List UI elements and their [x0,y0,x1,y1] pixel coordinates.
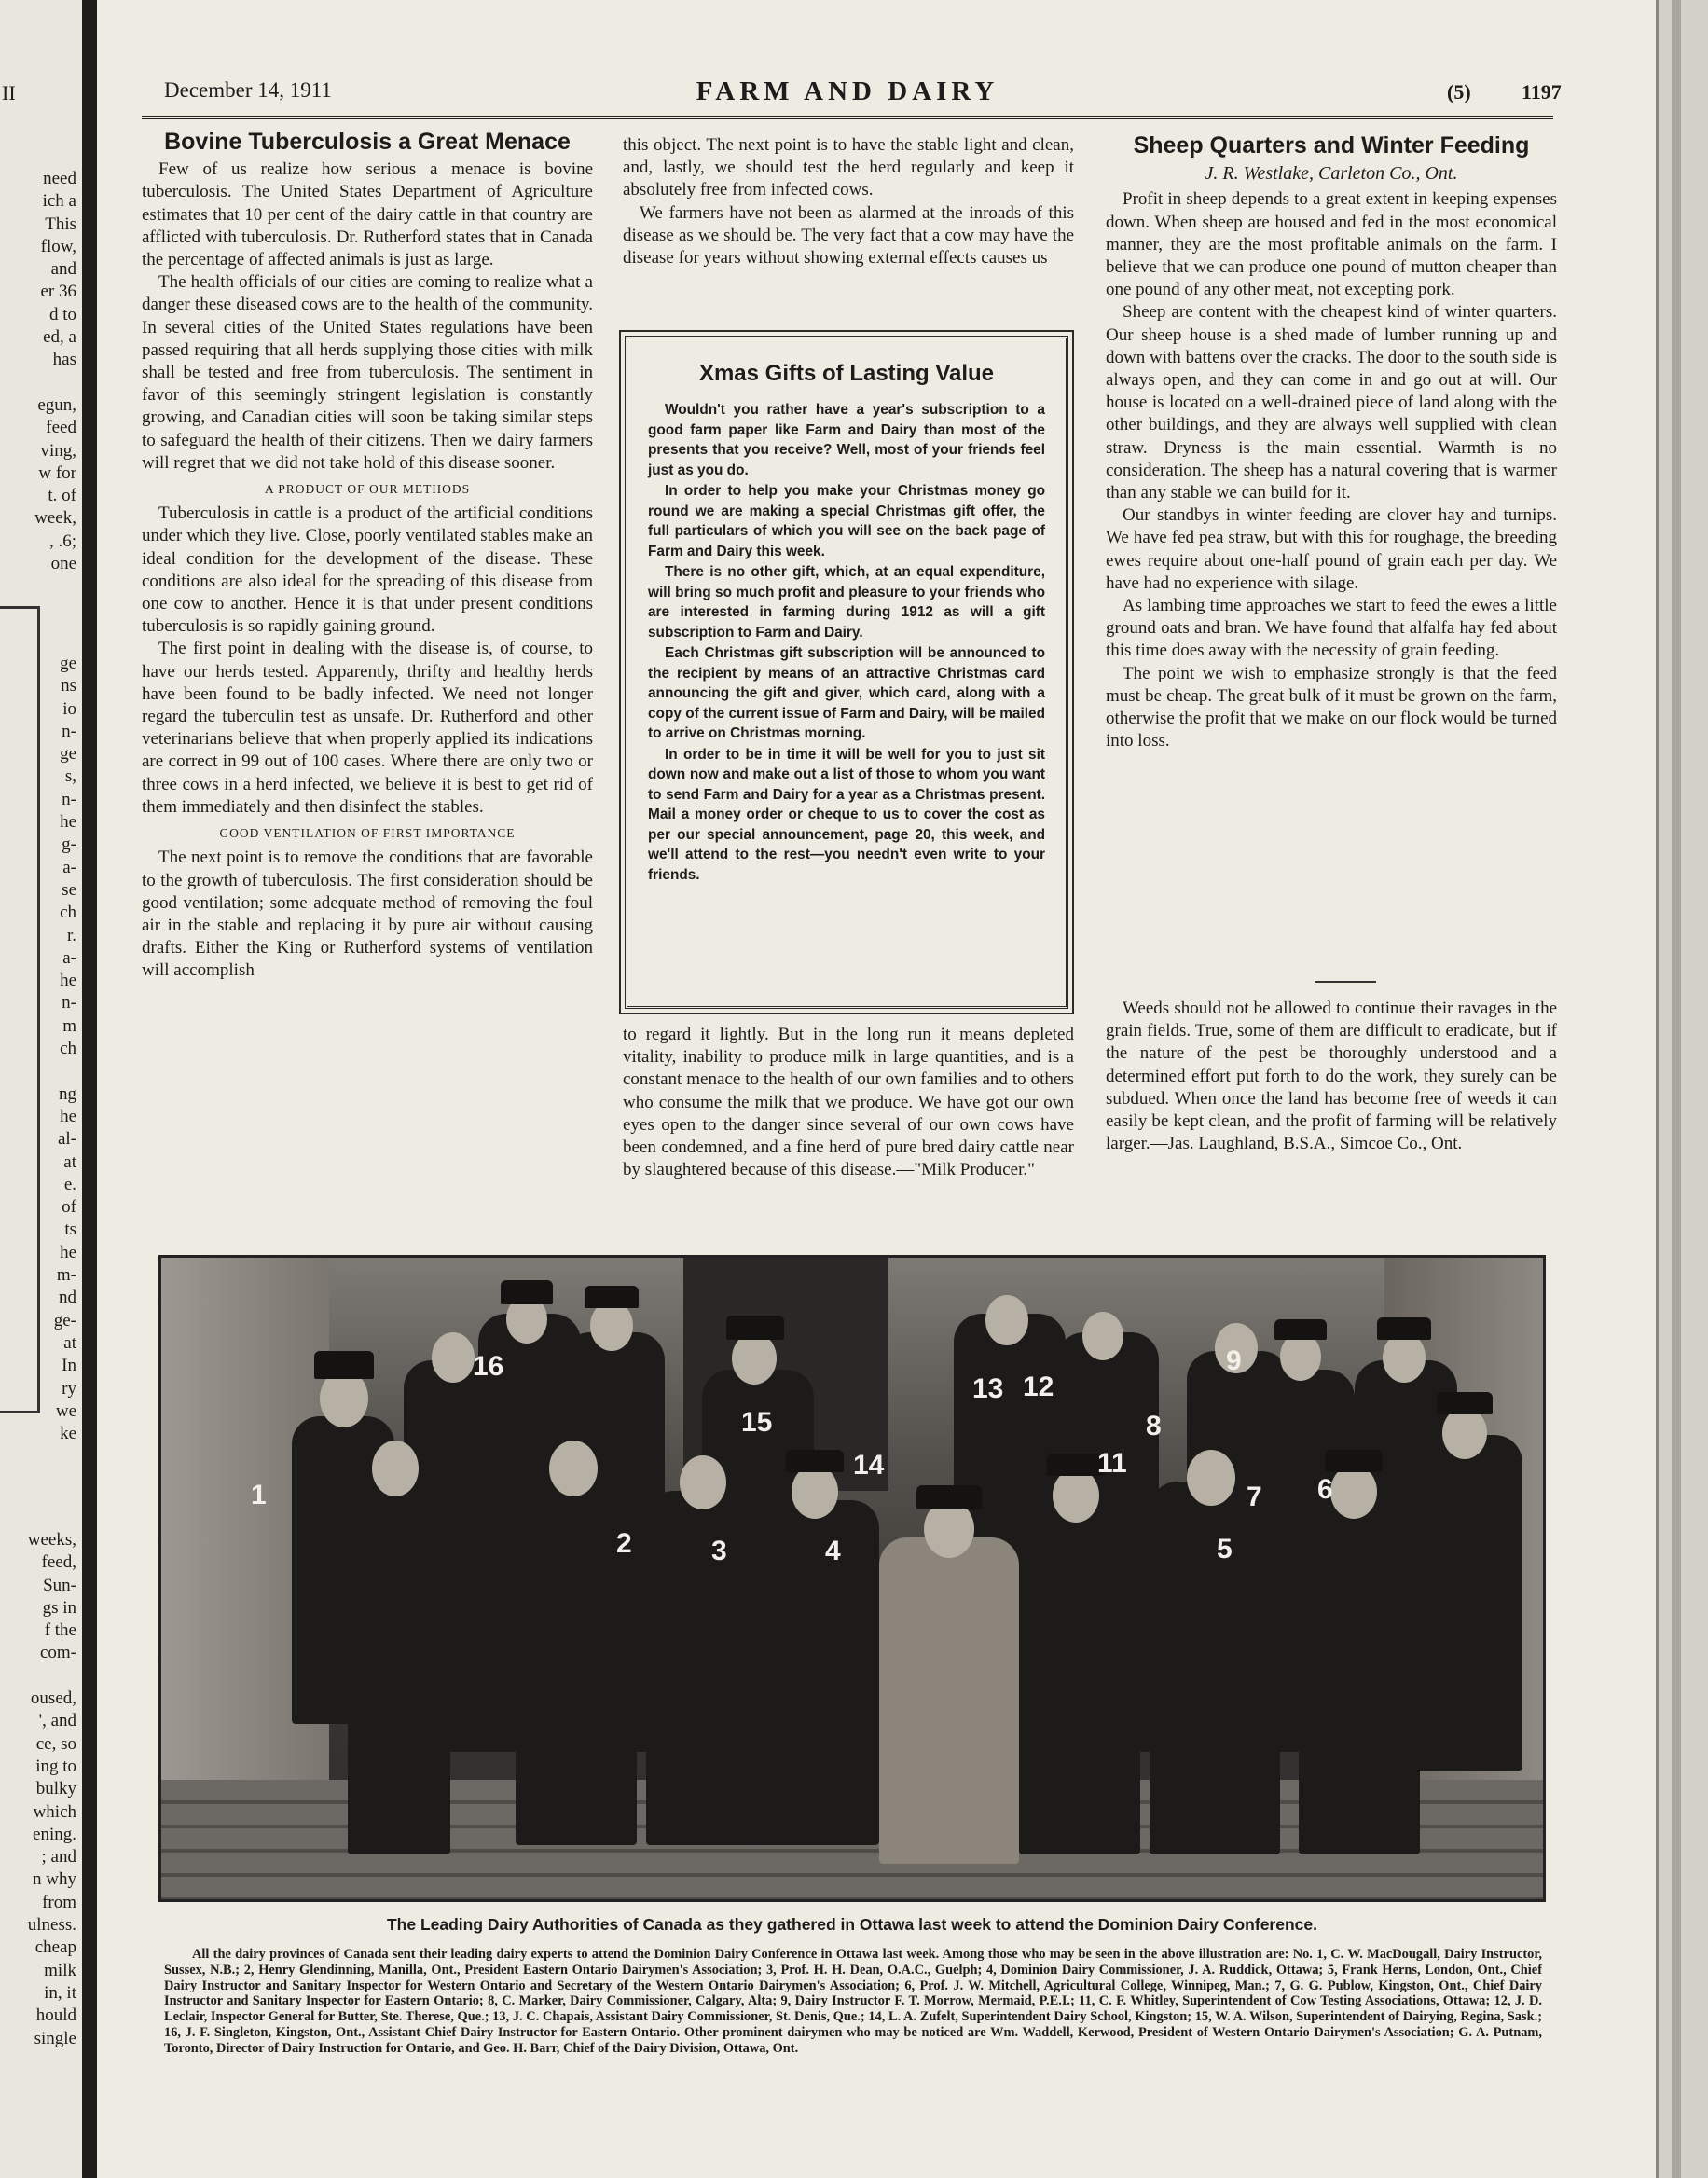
paragraph: Our standbys in winter feeding are clover hay and turnips. We have fed pea straw, but with this for roughage, the breeding ewes require about one-half pound of grain each per day. We have had no experience with silage. [1106,505,1557,593]
article-tuberculosis-continued [623,134,1074,269]
fragment-line: gs in [42,1597,76,1618]
binding-gutter [82,0,97,2178]
photo-label-4: 4 [825,1536,841,1566]
masthead-title: FARM AND DAIRY [696,76,999,106]
previous-page-fragments-lower [2,1529,76,2050]
fragment-line: egun, [37,394,76,415]
fragment-line: n- [62,721,76,741]
fragment-line: ce, so [35,1733,76,1754]
xmas-gift-notice [625,336,1068,1009]
person-light-coat [879,1537,1019,1864]
fragment-line: single [34,2028,76,2048]
page-edge-band [1672,0,1681,2178]
fragment-line: ry [62,1378,76,1399]
photo-label-12: 12 [1023,1372,1054,1402]
article-title: Sheep Quarters and Winter Feeding [1133,132,1530,159]
photo-label-16: 16 [473,1351,504,1382]
fragment-line: hould [35,2006,76,2026]
caption-text: All the dairy provinces of Canada sent their leading dairy experts to attend the Dominion Dairy Conference in Ottawa last week. Among those who may be seen in the above illustration are: No. 1, C. W. MacDougall, Dairy Instructor, Sussex, N.B.; 2, Henry Glendinning, Manilla, Ont., President Eastern Ontario Dairymen's Association; 3, Prof. H. H. Dean, O.A.C., Guelph; 4, Dominion Dairy Commissioner, J. A. Ruddick, Ottawa; 5, Frank Herns, London, Ont., Chief Dairy Instructor and Sanitary Inspector for Western Ontario and Secretary of the Western Ontario Dairymen's Association; 6, Prof. J. W. Mitchell, Agricultural College, Winnipeg, Man.; 7, G. G. Publow, Kingston, Ont., Chief Dairy Instructor and Sanitary Inspector for Eastern Ontario; 8, C. Marker, Dairy Commissioner, Calgary, Alta; 9, Dairy Instructor F. T. Morrow, Mermaid, P.E.I.; 11, C. F. Whitley, Superintendent of Cow Testing Associations, Ottawa; 12, J. D. Leclair, Inspector General for Butter, Ste. Therese, Que.; 13, J. C. Chapais, Assistant Dairy Commissioner, St. Denis, Que.; 14, L. A. Zufelt, Superintendent Dairy School, Kingston; 15, W. A. Wilson, Superintendent of Dairying, Regina, Sask.; 16, J. F. Singleton, Kingston, Ont., Assistant Chief Dairy Instructor for Eastern Ontario. Other prominent dairymen who may be noticed are Wm. Waddell, Kerwood, President of Western Ontario Dairymen's Association; G. A. Putnam, Toronto, Director of Dairy Instruction for Ontario, and Geo. H. Barr, Chief of the Dairy Division, Ottawa, Ont. [164,1947,1542,2056]
fragment-line: feed [46,418,76,438]
notice-paragraph: There is no other gift, which, at an equal expenditure, will bring so much profit and pleasure to your friends who are interested in farming during 1912 as will a gift subscription to Farm and Dairy. [648,564,1045,641]
photo-caption-title: The Leading Dairy Authorities of Canada as they gathered in Ottawa last week to attend the Dominion Dairy Conference. [386,1915,1317,1934]
fragment-line: one [50,554,76,574]
paragraph: The health officials of our cities are coming to realize what a danger these diseased cows are to the health of the community. In several cities of the United States regulations have been passed requiring that all herds supplying those cities with milk shall be tested and free from tuberculosis. The sentiment in favor of this seemingly stringent legislation is constantly growing, and Canadian cities will soon be taking similar steps to safeguard the health of their citizens. Then we dairy farmers will regret that we did not take hold of this disease sooner. [142,272,593,473]
hat-icon [1325,1450,1383,1472]
fragment-line: cheap [34,1937,76,1958]
hat-icon [1437,1392,1493,1414]
person-silhouette [758,1500,879,1845]
fragment-line: weeks, [27,1530,76,1550]
fragment-line: need [43,169,76,188]
fragment-line: r. [66,925,76,945]
fragment-line: ich a [42,191,76,212]
notice-paragraph: In order to be in time it will be well for you to just sit down now and make out a list of those to whom you want to send Farm and Dairy for a year as a Christmas present. Mail a money order or cheque to us to cover the cost as per our special announcement, page 20, this week, and we'll attend to the rest—you needn't even write to your friends. [648,746,1045,883]
fragment-line: a- [62,947,76,968]
fragment-line [2,1665,76,1688]
fragment-line: he [60,1242,76,1262]
fragment-line: ts [64,1220,76,1240]
fragment-line: ; and [41,1847,76,1868]
person-head [432,1332,475,1383]
photo-label-1: 1 [251,1480,267,1510]
photo-label-15: 15 [741,1407,773,1438]
paragraph: The point we wish to emphasize strongly is that the feed must be cheap. The great bulk of it must be grown on the farm, otherwise the profit that we make on our flock would be turned into loss. [1106,663,1557,751]
previous-page-fragments-upper [2,168,76,575]
hat-icon [726,1316,784,1340]
section-number: (5) [1447,80,1471,103]
fragment-line: we [55,1400,76,1421]
photo-label-6: 6 [1317,1474,1333,1505]
photo-label-7: 7 [1247,1482,1262,1512]
fragment-line: s, [64,766,76,787]
hat-icon [1274,1319,1327,1340]
person-silhouette [1150,1482,1280,1854]
fragment-line: of [62,1197,76,1218]
hat-icon [1047,1454,1105,1476]
paragraph: The next point is to remove the conditions that are favorable to the growth of tuberculosis. The first consideration should be good ventilation; some adequate method of removing the foul air in the stable and replacing it by pure air without causing drafts. Either the King or Rutherford systems of ventilation will accomplish [142,848,593,981]
fragment-line: nd [59,1288,76,1308]
paragraph: Profit in sheep depends to a great extent in keeping expenses down. When sheep are housed and fed in the most economical manner, they are the most profitable animals on the farm. I believe that we can produce one pound of mutton cheaper than one pound of any other meat, not excepting pork. [1106,189,1557,300]
notice-title: Xmas Gifts of Lasting Value [698,361,995,386]
paragraph: this object. The next point is to have the stable light and clean, and, lastly, we should test the herd regularly and keep it absolutely free from infected cows. [623,135,1074,200]
page-number: 1197 [1522,80,1562,103]
article-weeds [1106,998,1557,1155]
notice-paragraph: Each Christmas gift subscription will be announced to the recipient by means of an attractive Christmas card announcing the gift and giver, which card, along with a copy of the current issue of Farm and Dairy, will be mailed to arrive on Christmas morning. [648,645,1045,741]
fragment-line: at [63,1332,76,1353]
issue-date: December 14, 1911 [164,78,332,102]
person-head [590,1301,633,1351]
photo-label-2: 2 [616,1528,632,1559]
fragment-line: has [52,350,76,370]
photo-label-8: 8 [1146,1411,1162,1441]
fragment-line: io [62,698,76,719]
person-head [680,1455,726,1509]
person-silhouette [348,1482,450,1854]
person-head [1383,1332,1426,1383]
subheading: GOOD VENTILATION OF FIRST IMPORTANCE [219,826,516,841]
fragment-line: oused, [30,1689,76,1709]
fragment-line: This [45,214,76,234]
fragment-line [2,1060,76,1082]
fragment-line: n why [33,1869,76,1890]
article-title: Bovine Tuberculosis a Great Menace [164,129,571,155]
photo-label-9: 9 [1226,1345,1242,1376]
paragraph: Weeds should not be allowed to continue their ravages in the grain fields. True, some of them are difficult to eradicate, but if the nature of the pest be thoroughly understood and a determined effort put forth to do the work, they surely can be subdued. When once the land has become free of weeds it can easily be kept clean, and the profit of farming will be relatively larger.—Jas. Laughland, B.S.A., Simcoe Co., Ont. [1106,999,1557,1154]
fragment-line: ', and [38,1711,76,1731]
paragraph: We farmers have not been as alarmed at the inroads of this disease as we should be. The very fact that a cow may have the disease for years without showing external effects causes us [623,202,1074,269]
fragment-line: a- [62,857,76,877]
fragment-line: ed, a [43,327,76,348]
fragment-line [2,372,76,394]
photo-label-3: 3 [711,1536,727,1566]
page-header [142,75,1562,119]
group-photograph [158,1255,1546,1902]
paragraph: to regard it lightly. But in the long run it means depleted vitality, inability to produce milk in large quantities, and is a constant menace to the health of our own families and to others who consume the milk that we produce. We have got our own eyes open to the danger since several of our own cows have been condemned, and a fine herd of pure bred dairy cattle near by slaughtered because of this disease.—"Milk Producer." [623,1025,1074,1180]
photo-label-5: 5 [1217,1534,1233,1565]
fragment-line: ns [61,676,76,696]
paragraph: The first point in dealing with the disease is, of course, to have our herds tested. Apparently, thrifty and healthy herds have been found to be badly infected. We need not longer regard the tuberculin test as unsafe. Dr. Rutherford and other veterinarians believe that when properly applied its indications are correct in 99 out of 100 cases. Where there are only two or three cows in a herd infected, we believe it is best to get rid of them immediately and then disinfect the stables. [142,639,593,817]
fragment-line: ch [60,1039,76,1059]
hat-icon [501,1280,553,1304]
fragment-line: which [33,1801,76,1822]
person-head [1187,1450,1235,1506]
paragraph: As lambing time approaches we start to feed the ewes a little ground oats and bran. We have found that alfalfa hay fed about this time does away with the necessity of grain feeding. [1106,596,1557,661]
hat-icon [1377,1317,1431,1340]
person-silhouette [1411,1435,1522,1771]
person-head [1442,1407,1487,1459]
photo-label-11: 11 [1097,1448,1127,1479]
person-head [1082,1312,1123,1360]
article-sheep [1106,134,1557,752]
subheading: A PRODUCT OF OUR METHODS [264,482,471,497]
fragment-line: se [62,879,76,900]
fragment-line: in, it [44,1982,76,2003]
next-page-edge [1656,0,1708,2178]
previous-page-fragments-boxed [2,653,76,1445]
person-head [549,1441,598,1496]
notice-paragraph: Wouldn't you rather have a year's subscription to a good farm paper like Farm and Dairy than most of the presents that you receive? Well, most of your friends feel just as you do. [648,402,1045,478]
fragment-line: g- [62,834,76,855]
fragment-line: er 36 [40,282,76,302]
fragment-line: he [60,812,76,833]
previous-page-number: II [2,81,16,104]
fragment-line: In [62,1356,76,1376]
fragment-line: milk [44,1960,76,1980]
hat-icon [585,1286,639,1308]
photo-caption-body [164,1947,1542,2057]
fragment-line: Sun- [43,1575,76,1595]
photo-label-14: 14 [853,1450,885,1481]
fragment-line: ke [60,1424,76,1444]
article-byline: J. R. Westlake, Carleton Co., Ont. [1205,163,1458,185]
hat-icon [786,1450,844,1472]
fragment-line: and [50,259,76,280]
fragment-line: ulness. [27,1915,76,1936]
fragment-line: ng [59,1083,76,1104]
article-tuberculosis [142,131,593,983]
person-head [1330,1465,1377,1519]
fragment-line: from [42,1892,76,1912]
paragraph: Few of us realize how serious a menace is bovine tuberculosis. The United States Department of Agriculture estimates that 10 per cent of the dairy cattle in that country are afflicted with tuberculosis. Dr. Rutherford states that in Canada the percentage of affected animals is just as large. [142,159,593,270]
person-silhouette [1019,1500,1140,1854]
fragment-line: w for [38,462,76,483]
person-head [732,1332,777,1385]
fragment-line: al- [57,1129,76,1150]
person-head [985,1295,1028,1345]
person-head [1053,1468,1099,1523]
fragment-line: at [63,1151,76,1172]
person-head [372,1441,419,1496]
paragraph: Tuberculosis in cattle is a product of the artificial conditions under which they live. Close, poorly ventilated stables make an ideal condition for the development of the disease. These conditions are also ideal for the spreading of this disease from one cow to another. Hence it is that under present conditions tuberculosis is so rapidly gaining ground. [142,503,593,637]
fragment-line: bulky [35,1779,76,1799]
fragment-line: he [60,971,76,991]
fragment-line: m [62,1015,76,1036]
hat-icon [916,1485,982,1509]
fragment-line: ing to [35,1756,76,1776]
fragment-line: m- [56,1265,76,1286]
fragment-line: f the [44,1620,76,1641]
paragraph: Sheep are content with the cheapest kind of winter quarters. Our sheep house is a shed made of lumber running up and down with battens over the cracks. The door to the south side is always open, and they can come in and go out at will. Our house is located on a well-drained piece of land along with the other buildings, and they are always well supplied with clean straw. Dryness is the main essential. Warmth is no consideration. The sheep has a natural covering that is warmer than any stable we can build for it. [1106,302,1557,503]
person-silhouette [646,1491,767,1845]
newspaper-page [97,0,1656,2178]
column-divider-rule [1315,981,1376,983]
photo-label-13: 13 [972,1373,1004,1404]
fragment-line: n- [62,789,76,809]
person-silhouette [1299,1500,1420,1854]
previous-page-edge [0,0,82,2178]
fragment-line: e. [63,1174,76,1194]
hat-icon [314,1351,374,1379]
fragment-line: feed, [41,1552,76,1573]
fragment-line: ge [60,654,76,673]
fragment-line: ening. [33,1824,76,1844]
fragment-line: d to [48,304,76,324]
fragment-line: he [60,1106,76,1126]
fragment-line: com- [39,1643,76,1663]
fragment-line: ge- [53,1310,76,1330]
notice-paragraph: In order to help you make your Christmas money go round we are making a special Christmas gift offer, the full particulars of which you will see on the back page of Farm and Dairy this week. [648,483,1045,559]
person-head [792,1465,838,1519]
article-tuberculosis-end [623,1024,1074,1181]
fragment-line: t. of [48,486,76,506]
fragment-line: ving, [40,440,76,461]
fragment-line: ch [60,903,76,923]
fragment-line: ge [60,744,76,765]
fragment-line: week, [34,508,76,529]
fragment-line: , .6; [48,531,76,551]
fragment-line: n- [62,993,76,1013]
fragment-line: flow, [40,236,76,256]
